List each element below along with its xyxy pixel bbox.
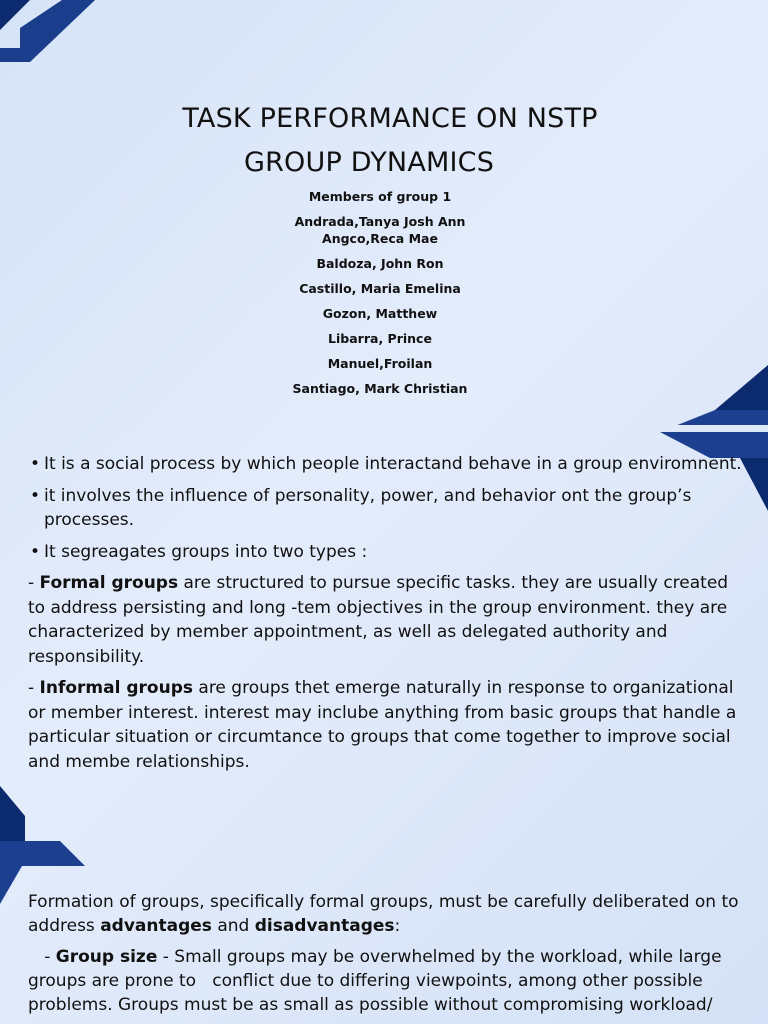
slide-title-line-2: GROUP DYNAMICS bbox=[243, 147, 495, 178]
formal-groups-term: Formal groups bbox=[39, 573, 179, 593]
dash-prefix: - bbox=[28, 573, 40, 593]
members-list bbox=[230, 188, 530, 397]
bullet-dot-icon: • bbox=[30, 541, 41, 562]
bullet-text: It segreagates groups into two types : bbox=[44, 541, 368, 562]
group-size-paragraph bbox=[28, 945, 743, 1017]
corner-decoration-left bbox=[0, 786, 90, 866]
member-name: Manuel,Froilan bbox=[327, 356, 433, 371]
member-name: Andrada,Tanya Josh Ann bbox=[294, 214, 466, 229]
disadvantages-term: disadvantages bbox=[254, 916, 395, 936]
slide-body bbox=[28, 452, 743, 781]
member-name: Santiago, Mark Christian bbox=[292, 381, 468, 396]
formal-groups-paragraph bbox=[28, 571, 743, 669]
member-name: Gozon, Matthew bbox=[322, 306, 438, 321]
slide-title-line-1: TASK PERFORMANCE ON NSTP bbox=[182, 103, 598, 134]
bullet-dot-icon: • bbox=[30, 454, 41, 474]
corner-decoration-right bbox=[655, 365, 768, 425]
and-text: and bbox=[211, 916, 255, 936]
member-name: Angco,Reca Mae bbox=[322, 231, 438, 246]
dash-prefix: - bbox=[28, 947, 56, 967]
colon-text: : bbox=[394, 916, 401, 936]
corner-decoration-top-left bbox=[0, 0, 100, 70]
bullet-item bbox=[28, 452, 743, 477]
formal-groups-text: are structured to pursue specific tasks. they are usually created to address persisting and long -tem objectives in the group environment. they are characterized by member appointment, as well as delegated authority and responsibility. bbox=[28, 573, 729, 667]
corner-decoration-left-top bbox=[0, 866, 30, 906]
group-size-text: - Small groups may be overwhelmed by the workload, while large groups are prone to conflict due to differing viewpoints, among other possible problems. Groups must be as small as possible without compromising workload/ bbox=[28, 947, 727, 1015]
member-name: Castillo, Maria Emelina bbox=[299, 281, 461, 296]
member-name: Libarra, Prince bbox=[328, 331, 432, 346]
advantages-term: advantages bbox=[100, 916, 212, 936]
group-size-term: Group size bbox=[55, 947, 158, 967]
dash-prefix: - bbox=[28, 678, 40, 698]
informal-groups-text: are groups thet emerge naturally in response to organizational or member interest. interest may inclube anything from basic groups that handle a particular situation or circumtance to groups that come together to improve social and membe relationships. bbox=[28, 678, 737, 772]
title-slide bbox=[0, 0, 768, 425]
formation-intro bbox=[28, 890, 743, 938]
informal-groups-term: Informal groups bbox=[39, 678, 193, 698]
bullet-item bbox=[28, 540, 743, 565]
members-heading: Members of group 1 bbox=[308, 189, 452, 204]
content-slide-formation bbox=[0, 866, 768, 1024]
bullet-text: it involves the influence of personality, power, and behavior ont the group’s processes. bbox=[44, 485, 692, 530]
intro-text: Formation of groups, specifically formal groups, must be carefully deliberated on to address bbox=[28, 892, 739, 936]
bullet-text: It is a social process by which people interactand behave in a group enviromnent. bbox=[44, 454, 742, 474]
informal-groups-paragraph bbox=[28, 676, 743, 774]
bullet-item bbox=[28, 484, 743, 533]
slide-body bbox=[28, 890, 743, 1024]
content-slide-definitions bbox=[0, 426, 768, 866]
member-name: Baldoza, John Ron bbox=[316, 256, 444, 271]
bullet-dot-icon: • bbox=[30, 485, 41, 506]
